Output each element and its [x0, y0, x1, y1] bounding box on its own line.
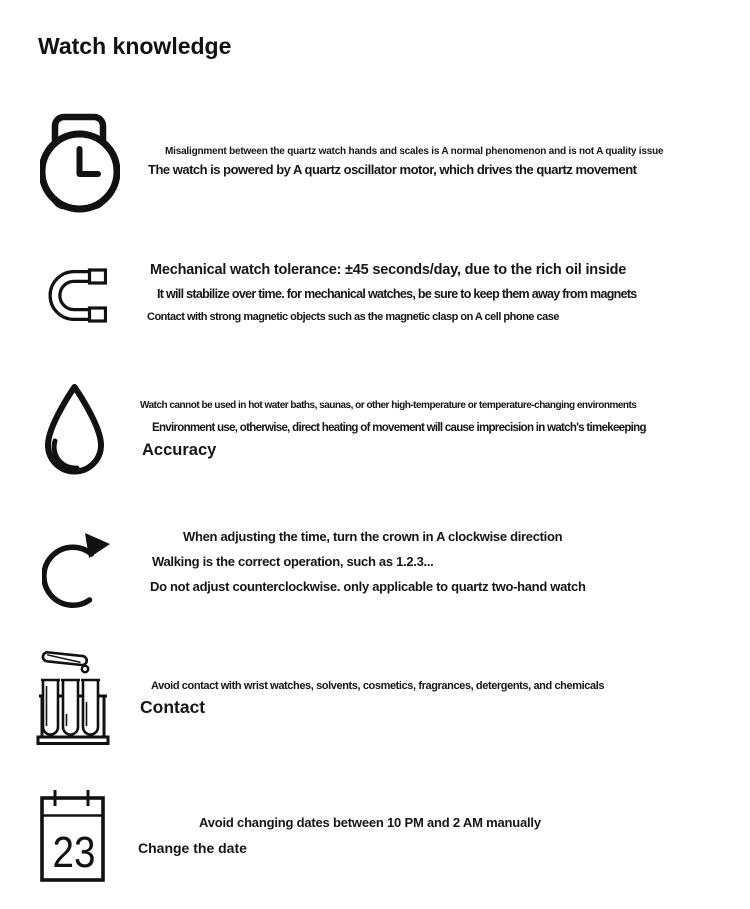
- info-line: Contact with strong magnetic objects such as the magnetic clasp on A cell phone case: [147, 311, 559, 323]
- info-line: Walking is the correct operation, such as 1.2.3...: [152, 554, 434, 569]
- magnet-icon: [48, 268, 107, 323]
- info-line: Do not adjust counterclockwise. only applicable to quartz two-hand watch: [150, 579, 586, 594]
- info-line: Avoid contact with wrist watches, solvents, cosmetics, fragrances, detergents, and chemicals: [151, 680, 605, 692]
- info-line: The watch is powered by A quartz oscillator motor, which drives the quartz movement: [148, 162, 637, 177]
- info-line: Environment use, otherwise, direct heating of movement will cause imprecision in watch's timekeeping: [152, 422, 646, 434]
- page-title: Watch knowledge: [38, 33, 232, 59]
- info-line: Change the date: [138, 840, 247, 856]
- info-line: When adjusting the time, turn the crown in A clockwise direction: [183, 529, 563, 544]
- info-line: Watch cannot be used in hot water baths, saunas, or other high-temperature or temperature-changing environments: [140, 400, 637, 411]
- info-line: Mechanical watch tolerance: ±45 seconds/day, due to the rich oil inside: [150, 262, 627, 278]
- info-heading: Accuracy: [142, 441, 217, 459]
- info-line: Avoid changing dates between 10 PM and 2 AM manually: [199, 815, 541, 830]
- calendar-day: 23: [52, 828, 96, 877]
- clockwise-arrow-icon: [42, 530, 110, 612]
- wristwatch-icon: [40, 113, 120, 213]
- info-line: It will stabilize over time. for mechanical watches, be sure to keep them away from magnets: [157, 287, 637, 301]
- test-tubes-icon: [36, 650, 110, 746]
- calendar-icon: [40, 788, 105, 882]
- info-line: Misalignment between the quartz watch hands and scales is A normal phenomenon and is not A quality issue: [165, 146, 664, 157]
- info-heading: Contact: [140, 697, 206, 717]
- water-drop-icon: [42, 383, 107, 475]
